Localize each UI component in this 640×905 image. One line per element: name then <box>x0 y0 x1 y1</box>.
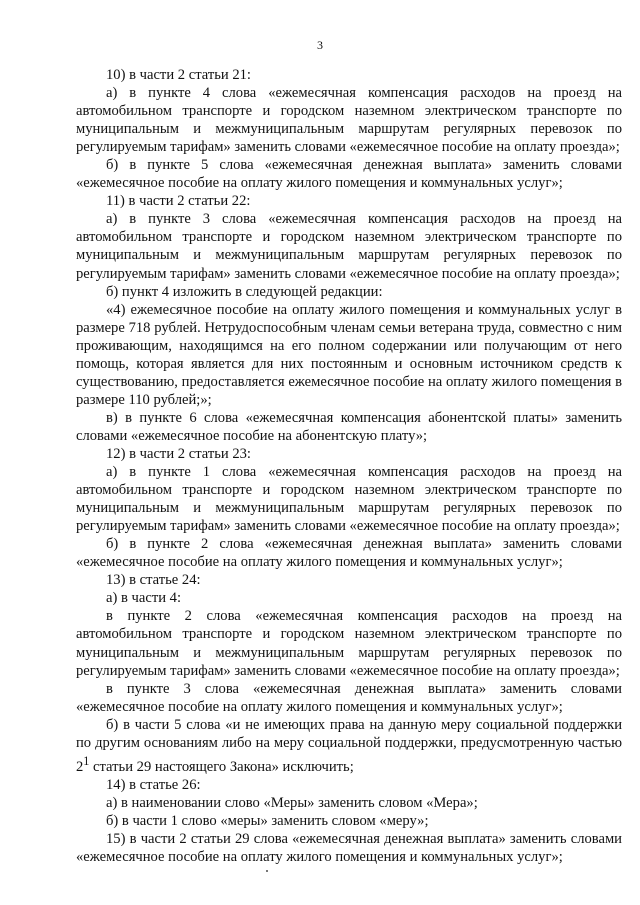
paragraph-15: 15) в части 2 статьи 29 слова «ежемесячная денежная выплата» заменить словами «ежемесячное пособие на оплату жилого помещения и коммунальных услуг»; <box>76 830 622 865</box>
paragraph-10b: б) в пункте 5 слова «ежемесячная денежная выплата» заменить словами «ежемесячное пособие на оплату жилого помещения и коммунальных услуг»; <box>76 157 622 192</box>
superscript-mark: 1 <box>83 753 90 768</box>
page-number: 3 <box>317 38 323 52</box>
paragraph-11b-new-text: «4) ежемесячное пособие на оплату жилого помещения и коммунальных услуг в размере 718 рублей. Нетрудоспособным членам семьи ветерана труда, совместно с ним проживающим, находящимся на его полном содержании или получающим от него помощь, которая является для них постоянным и основным источником средств к существованию, предоставляется ежемесячное пособие на оплату жилого помещения в размере 110 рублей;»; <box>76 301 622 408</box>
paragraph-11: 11) в части 2 статьи 22: <box>106 193 251 210</box>
paragraph-11b: б) пункт 4 изложить в следующей редакции: <box>106 283 383 300</box>
paragraph-13a-item2: в пункте 2 слова «ежемесячная компенсация расходов на проезд на автомобильном транспорте и городском наземном электрическом транспорте по муниципальным и межмуниципальным маршрутам регулярных перевозок по регулируемым тарифам» заменить словами «ежемесячное пособие на оплату проезда»; <box>76 608 622 679</box>
paragraph-13b-text-after: статьи 29 настоящего Закона» исключить; <box>89 758 354 775</box>
paragraph-13a: а) в части 4: <box>106 590 182 607</box>
paragraph-13b <box>76 716 622 776</box>
paragraph-14a: а) в наименовании слово «Меры» заменить словом «Мера»; <box>106 794 478 811</box>
paragraph-12: 12) в части 2 статьи 23: <box>106 445 251 462</box>
paragraph-12b: б) в пункте 2 слова «ежемесячная денежная выплата» заменить словами «ежемесячное пособие на оплату жилого помещения и коммунальных услуг»; <box>76 536 622 571</box>
paragraph-11a: а) в пункте 3 слова «ежемесячная компенсация расходов на проезд на автомобильном транспорте и городском наземном электрическом транспорте по муниципальным и межмуниципальным маршрутам регулярных перевозок по регулируемым тарифам» заменить словами «ежемесячное пособие на оплату проезда»; <box>76 211 622 282</box>
paragraph-14: 14) в статье 26: <box>106 776 201 793</box>
paragraph-14b: б) в части 1 слово «меры» заменить словом «меру»; <box>106 812 429 829</box>
paragraph-13b-text-before: б) в части 5 слова «и не имеющих права на данную меру социальной поддержки по другим основаниям либо на меру социальной поддержки, предусмотренную частью 2 <box>76 716 622 775</box>
paragraph-10: 10) в части 2 статьи 21: <box>106 67 251 83</box>
paragraph-11c: в) в пункте 6 слова «ежемесячная компенсация абонентской платы» заменить словами «ежемесячное пособие на абонентскую плату»; <box>76 409 622 444</box>
scan-artifact-dot <box>266 870 268 872</box>
paragraph-12a: а) в пункте 1 слова «ежемесячная компенсация расходов на проезд на автомобильном транспорте и городском наземном электрическом транспорте по муниципальным и межмуниципальным маршрутам регулярных перевозок по регулируемым тарифам» заменить словами «ежемесячное пособие на оплату проезда»; <box>76 464 622 535</box>
paragraph-13a-item3: в пункте 3 слова «ежемесячная денежная выплата» заменить словами «ежемесячное пособие на оплату жилого помещения и коммунальных услуг»; <box>76 680 622 715</box>
paragraph-13: 13) в статье 24: <box>106 572 201 589</box>
paragraph-10a: а) в пункте 4 слова «ежемесячная компенсация расходов на проезд на автомобильном транспорте и городском наземном электрическом транспорте по муниципальным и межмуниципальным маршрутам регулярных перевозок по регулируемым тарифам» заменить словами «ежемесячное пособие на оплату проезда»; <box>76 85 622 156</box>
document-body <box>76 66 622 866</box>
